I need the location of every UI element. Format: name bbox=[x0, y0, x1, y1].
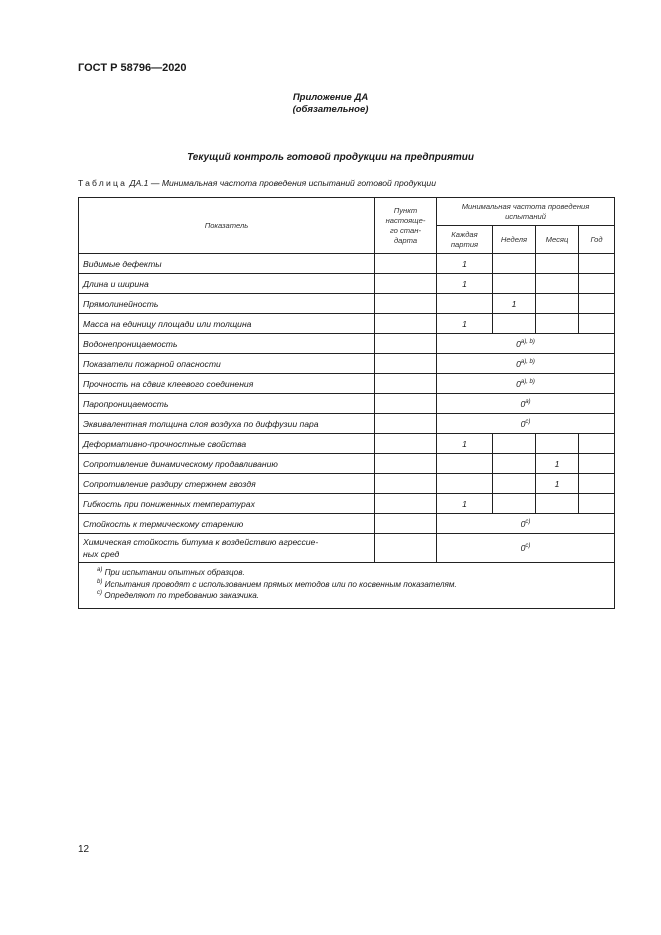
frequency-batch-cell: 1 bbox=[437, 314, 493, 334]
page-number: 12 bbox=[78, 844, 90, 855]
header-year: Год bbox=[579, 226, 615, 254]
indicator-cell: Деформативно-прочностные свойства bbox=[79, 434, 375, 454]
frequency-year-cell bbox=[579, 274, 615, 294]
notes-row bbox=[79, 563, 615, 609]
frequency-batch-cell: 1 bbox=[437, 434, 493, 454]
table-caption-text: ДА.1 — Минимальная частота проведения испытаний готовой продукции bbox=[129, 178, 436, 188]
footnote-mark: с) bbox=[97, 590, 102, 596]
table-row bbox=[79, 434, 615, 454]
header-frequency-line: Минимальная частота проведения bbox=[461, 201, 590, 211]
frequency-value: 0 bbox=[516, 338, 521, 349]
footnote-mark: b) bbox=[97, 578, 103, 585]
frequency-year-cell bbox=[579, 454, 615, 474]
header-week: Неделя bbox=[493, 226, 536, 254]
table-row bbox=[79, 334, 615, 354]
footnote-ref: а) bbox=[525, 398, 531, 405]
indicator-cell: Сопротивление динамическому продавливанию bbox=[79, 454, 375, 474]
table-row bbox=[79, 474, 615, 494]
footnote-ref: а), b) bbox=[520, 338, 535, 345]
frequency-year-cell bbox=[579, 494, 615, 514]
table-row bbox=[79, 494, 615, 514]
clause-cell bbox=[375, 374, 437, 394]
clause-cell bbox=[375, 534, 437, 563]
table-row bbox=[79, 514, 615, 534]
frequency-week-cell bbox=[493, 454, 536, 474]
table-row bbox=[79, 394, 615, 414]
table-row bbox=[79, 294, 615, 314]
frequency-year-cell bbox=[579, 314, 615, 334]
indicator-cell: Водонепроницаемость bbox=[79, 334, 375, 354]
frequency-value: 0 bbox=[516, 358, 521, 369]
header-clause-line: настояще- bbox=[385, 215, 426, 225]
indicator-cell: Прочность на сдвиг клеевого соединения bbox=[79, 374, 375, 394]
header-clause-line: Пункт bbox=[393, 205, 418, 215]
frequency-batch-cell bbox=[437, 294, 493, 314]
table-row bbox=[79, 314, 615, 334]
indicator-cell: Показатели пожарной опасности bbox=[79, 354, 375, 374]
frequency-month-cell bbox=[536, 294, 579, 314]
header-frequency bbox=[437, 198, 615, 226]
table-row bbox=[79, 374, 615, 394]
clause-cell bbox=[375, 494, 437, 514]
header-each-batch-line: Каждая bbox=[451, 229, 478, 239]
frequency-week-cell bbox=[493, 494, 536, 514]
frequency-month-cell: 1 bbox=[536, 474, 579, 494]
header-month: Месяц bbox=[536, 226, 579, 254]
table-caption-word: Таблица bbox=[78, 178, 128, 188]
frequency-batch-cell bbox=[437, 474, 493, 494]
clause-cell bbox=[375, 274, 437, 294]
appendix-status: (обязательное) bbox=[292, 104, 369, 115]
frequency-month-cell bbox=[536, 434, 579, 454]
table-row bbox=[79, 534, 615, 563]
clause-cell bbox=[375, 294, 437, 314]
header-clause bbox=[375, 198, 437, 254]
footnote-text: При испытании опытных образцов. bbox=[104, 568, 245, 577]
footnote-ref: с) bbox=[525, 418, 531, 425]
footnote-ref: а), b) bbox=[520, 358, 535, 365]
frequency-week-cell bbox=[493, 474, 536, 494]
footnote-ref: с) bbox=[525, 543, 531, 549]
frequency-batch-cell: 1 bbox=[437, 494, 493, 514]
header-each-batch bbox=[437, 226, 493, 254]
footnote-ref: с) bbox=[525, 518, 531, 525]
clause-cell bbox=[375, 354, 437, 374]
clause-cell bbox=[375, 314, 437, 334]
frequency-month-cell bbox=[536, 494, 579, 514]
frequency-year-cell bbox=[579, 294, 615, 314]
header-frequency-line: испытаний bbox=[505, 211, 546, 221]
indicator-cell: Сопротивление раздиру стержнем гвоздя bbox=[79, 474, 375, 494]
header-clause-line: го стан- bbox=[390, 225, 421, 235]
frequency-month-cell bbox=[536, 254, 579, 274]
indicator-cell bbox=[79, 534, 375, 563]
header-each-batch-line: партия bbox=[450, 239, 479, 249]
frequency-year-cell bbox=[579, 474, 615, 494]
indicator-cell: Видимые дефекты bbox=[79, 254, 375, 274]
frequency-week-cell bbox=[493, 274, 536, 294]
clause-cell bbox=[375, 254, 437, 274]
frequency-week-cell bbox=[493, 434, 536, 454]
frequency-week-cell bbox=[493, 254, 536, 274]
appendix-title: Приложение ДА bbox=[292, 92, 369, 103]
indicator-cell: Длина и ширина bbox=[79, 274, 375, 294]
table-row bbox=[79, 354, 615, 374]
indicator-cell: Эквивалентная толщина слоя воздуха по диффузии пара bbox=[79, 414, 375, 434]
frequency-value: 0 bbox=[520, 543, 526, 553]
frequency-year-cell bbox=[579, 434, 615, 454]
footnote-ref: а), b) bbox=[520, 378, 535, 385]
frequency-merged-cell bbox=[437, 414, 615, 434]
indicator-cell: Паропроницаемость bbox=[79, 394, 375, 414]
clause-cell bbox=[375, 514, 437, 534]
table-row bbox=[79, 254, 615, 274]
frequency-month-cell bbox=[536, 274, 579, 294]
table-notes bbox=[79, 563, 615, 609]
indicator-cell: Стойкость к термическому старению bbox=[79, 514, 375, 534]
frequency-merged-cell bbox=[437, 394, 615, 414]
table-row bbox=[79, 454, 615, 474]
footnote-text: Определяют по требованию заказчика. bbox=[104, 591, 260, 600]
frequency-week-cell: 1 bbox=[493, 294, 536, 314]
table-row bbox=[79, 274, 615, 294]
header-clause-line: дарта bbox=[393, 235, 418, 245]
clause-cell bbox=[375, 334, 437, 354]
footnote-text: Испытания проводят с использованием прямых методов или по косвенным показателям. bbox=[104, 579, 457, 589]
clause-cell bbox=[375, 414, 437, 434]
frequency-merged-cell bbox=[437, 534, 615, 563]
indicator-cell: Гибкость при пониженных температурах bbox=[79, 494, 375, 514]
footnote bbox=[97, 590, 614, 602]
footnote bbox=[97, 567, 614, 579]
frequency-merged-cell bbox=[437, 514, 615, 534]
frequency-merged-cell bbox=[437, 374, 615, 394]
frequency-value: 0 bbox=[520, 418, 526, 429]
standard-code: ГОСТ Р 58796—2020 bbox=[78, 62, 187, 74]
indicator-cell: Масса на единицу площади или толщина bbox=[79, 314, 375, 334]
clause-cell bbox=[375, 394, 437, 414]
frequency-batch-cell: 1 bbox=[437, 274, 493, 294]
frequency-year-cell bbox=[579, 254, 615, 274]
indicator-cell: Прямолинейность bbox=[79, 294, 375, 314]
footnote-mark: а) bbox=[97, 567, 103, 573]
frequency-batch-cell bbox=[437, 454, 493, 474]
frequency-merged-cell bbox=[437, 354, 615, 374]
appendix-heading bbox=[0, 92, 661, 116]
clause-cell bbox=[375, 454, 437, 474]
frequency-merged-cell bbox=[437, 334, 615, 354]
header-indicator: Показатель bbox=[79, 198, 375, 254]
frequency-week-cell bbox=[493, 314, 536, 334]
section-title: Текущий контроль готовой продукции на предприятии bbox=[187, 152, 474, 163]
footnote bbox=[97, 579, 614, 591]
table-row bbox=[79, 414, 615, 434]
clause-cell bbox=[375, 474, 437, 494]
frequency-batch-cell: 1 bbox=[437, 254, 493, 274]
frequency-month-cell bbox=[536, 314, 579, 334]
frequency-value: 0 bbox=[516, 378, 521, 389]
frequency-table bbox=[78, 197, 615, 609]
indicator-line: Химическая стойкость битума к воздействию агрессие- bbox=[83, 537, 319, 547]
clause-cell bbox=[375, 434, 437, 454]
frequency-value: 0 bbox=[520, 398, 526, 409]
indicator-line: ных сред bbox=[83, 549, 120, 559]
frequency-month-cell: 1 bbox=[536, 454, 579, 474]
table-caption bbox=[78, 178, 436, 188]
frequency-value: 0 bbox=[520, 518, 526, 529]
